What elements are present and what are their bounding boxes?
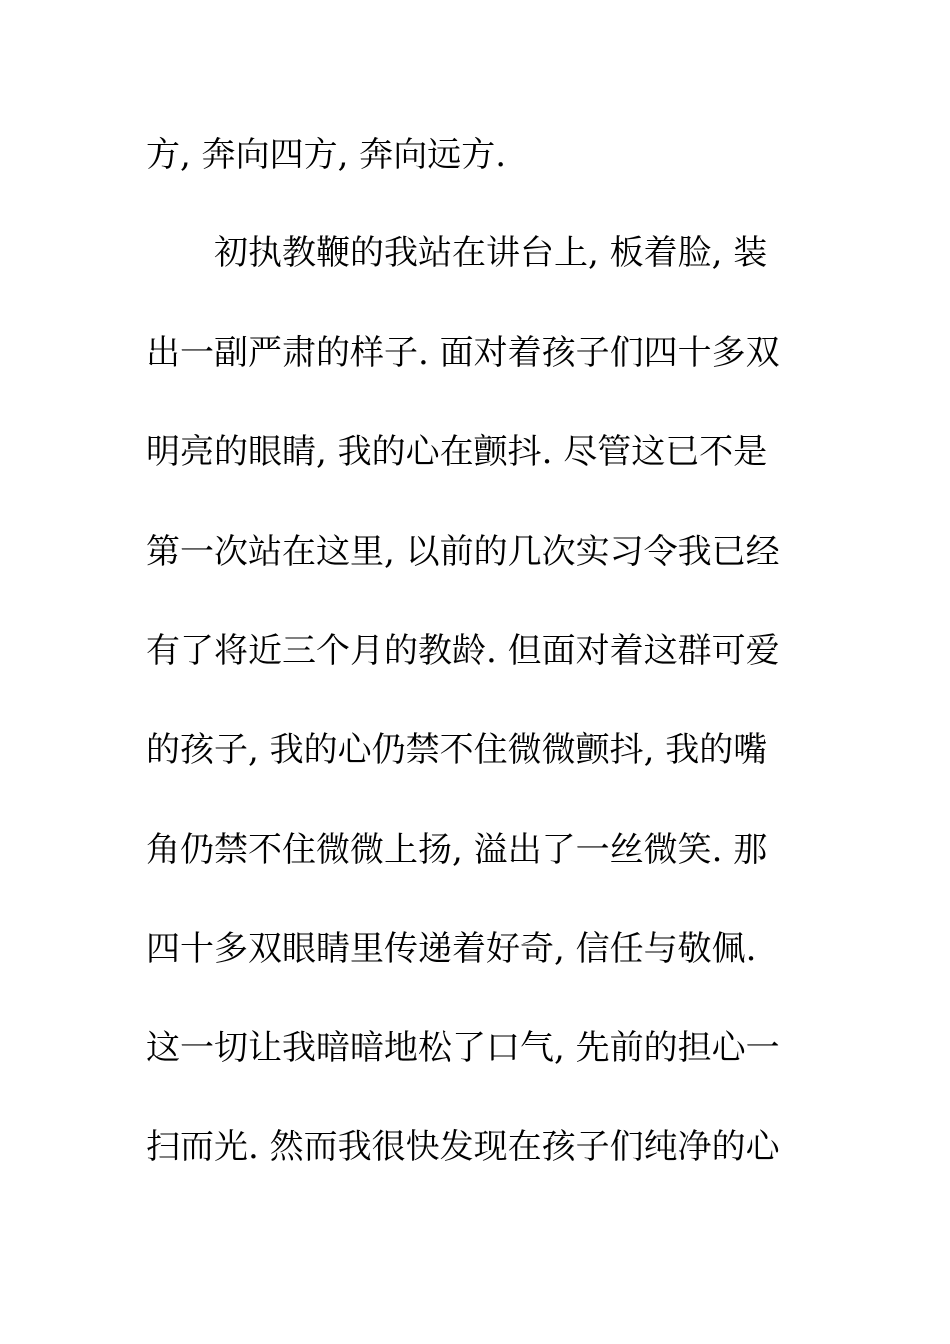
text-line-7: 的孩子, 我的心仍禁不住微微颤抖, 我的嘴 (146, 730, 768, 770)
text-line-5: 第一次站在这里, 以前的几次实习令我已经 (146, 532, 780, 572)
text-line-3: 出一副严肃的样子. 面对着孩子们四十多双 (146, 333, 780, 373)
text-line-6: 有了将近三个月的教龄. 但面对着这群可爱 (146, 631, 780, 671)
text-line-4: 明亮的眼睛, 我的心在颤抖. 尽管这已不是 (146, 432, 768, 472)
text-line-2-paragraph-start: 初执教鞭的我站在讲台上, 板着脸, 装 (214, 233, 768, 273)
text-line-9: 四十多双眼睛里传递着好奇, 信任与敬佩. (146, 929, 757, 969)
text-line-1: 方, 奔向四方, 奔向远方. (146, 135, 507, 175)
text-line-11: 扫而光. 然而我很快发现在孩子们纯净的心 (146, 1127, 780, 1167)
text-line-10: 这一切让我暗暗地松了口气, 先前的担心一 (146, 1028, 780, 1068)
text-line-8: 角仍禁不住微微上扬, 溢出了一丝微笑. 那 (146, 830, 768, 870)
